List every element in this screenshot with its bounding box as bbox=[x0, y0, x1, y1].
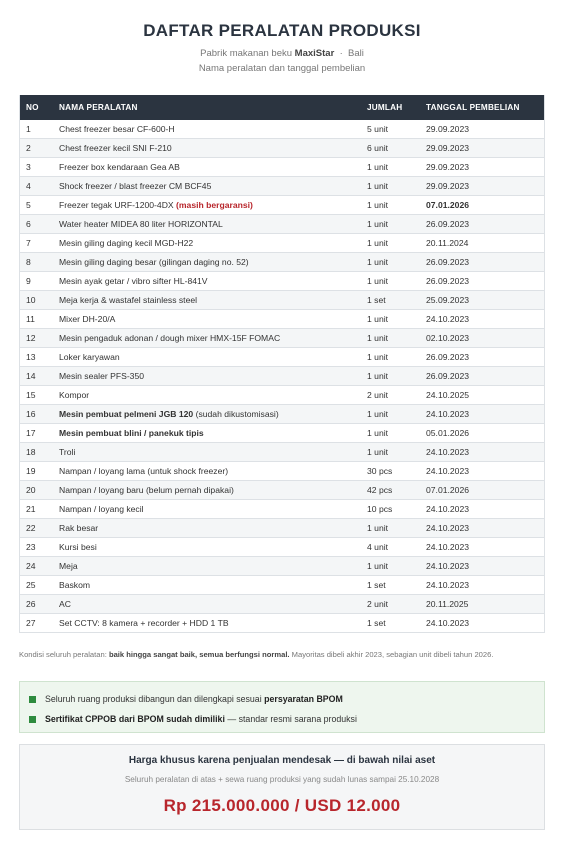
row-name-text: Troli bbox=[59, 447, 76, 457]
subtitle-secondary: Nama peralatan dan tanggal pembelian bbox=[198, 63, 366, 74]
row-name bbox=[53, 424, 361, 443]
table-row bbox=[20, 291, 545, 310]
row-qty: 42 pcs bbox=[361, 481, 420, 500]
row-date: 26.09.2023 bbox=[420, 272, 545, 291]
table-row bbox=[20, 215, 545, 234]
price-heading: Harga khusus karena penjualan mendesak — di bawah nilai aset bbox=[128, 755, 436, 766]
row-date: 07.01.2026 bbox=[420, 481, 545, 500]
row-no: 21 bbox=[20, 500, 54, 519]
table-row bbox=[20, 310, 545, 329]
row-name-text: Mixer DH-20/A bbox=[59, 314, 116, 324]
row-name-text: Meja bbox=[59, 561, 78, 571]
row-date: 24.10.2023 bbox=[420, 519, 545, 538]
table-body bbox=[20, 120, 545, 633]
row-name-text: Nampan / loyang lama (untuk shock freezer) bbox=[59, 466, 229, 476]
row-name-text: Freezer tegak URF-1200-4DX bbox=[59, 200, 174, 210]
row-name-text: Set CCTV: 8 kamera + recorder + HDD 1 TB bbox=[59, 618, 229, 628]
row-name bbox=[53, 595, 361, 614]
table-row bbox=[20, 595, 545, 614]
warranty-note: (masih bergaransi) bbox=[176, 200, 253, 210]
row-qty: 5 unit bbox=[361, 120, 420, 139]
row-qty: 1 unit bbox=[361, 272, 420, 291]
row-qty: 1 unit bbox=[361, 253, 420, 272]
row-qty: 1 set bbox=[361, 291, 420, 310]
row-qty: 2 unit bbox=[361, 595, 420, 614]
row-no: 14 bbox=[20, 367, 54, 386]
row-no: 6 bbox=[20, 215, 54, 234]
row-name bbox=[53, 367, 361, 386]
row-date: 25.09.2023 bbox=[420, 291, 545, 310]
row-qty: 1 unit bbox=[361, 329, 420, 348]
row-no: 11 bbox=[20, 310, 54, 329]
row-date: 24.10.2023 bbox=[420, 500, 545, 519]
bpom-line-1 bbox=[29, 691, 544, 707]
condition-prefix: Kondisi seluruh peralatan: bbox=[19, 650, 107, 659]
col-header-date: TANGGAL PEMBELIAN bbox=[420, 95, 545, 120]
row-name-text: Chest freezer kecil SNI F-210 bbox=[59, 143, 172, 153]
row-name-text: Nampan / loyang kecil bbox=[59, 504, 144, 514]
row-name-text: Kursi besi bbox=[59, 542, 97, 552]
table-row bbox=[20, 329, 545, 348]
row-name bbox=[53, 614, 361, 633]
row-name-text: Loker karyawan bbox=[59, 352, 120, 362]
table-row bbox=[20, 253, 545, 272]
row-date: 24.10.2023 bbox=[420, 538, 545, 557]
condition-bold: baik hingga sangat baik, semua berfungsi normal. bbox=[108, 650, 290, 659]
row-qty: 1 unit bbox=[361, 348, 420, 367]
row-qty: 4 unit bbox=[361, 538, 420, 557]
price-value: Rp 215.000.000 / USD 12.000 bbox=[163, 796, 401, 815]
brand-name: MaxiStar bbox=[294, 48, 335, 59]
row-name bbox=[53, 120, 361, 139]
table-row bbox=[20, 386, 545, 405]
location: Bali bbox=[348, 48, 364, 59]
row-no: 1 bbox=[20, 120, 54, 139]
row-name-text: Mesin giling daging kecil MGD-H22 bbox=[59, 238, 194, 248]
row-date: 24.10.2023 bbox=[420, 405, 545, 424]
table-row bbox=[20, 424, 545, 443]
table-row bbox=[20, 443, 545, 462]
row-name-text: Baskom bbox=[59, 580, 91, 590]
row-date: 29.09.2023 bbox=[420, 120, 545, 139]
table-row bbox=[20, 614, 545, 633]
table-row bbox=[20, 519, 545, 538]
row-name bbox=[53, 291, 361, 310]
bpom-box bbox=[19, 681, 545, 733]
row-no: 13 bbox=[20, 348, 54, 367]
equipment-table bbox=[19, 95, 545, 633]
row-no: 16 bbox=[20, 405, 54, 424]
row-date: 24.10.2023 bbox=[420, 443, 545, 462]
row-date: 02.10.2023 bbox=[420, 329, 545, 348]
table-row bbox=[20, 500, 545, 519]
table-row bbox=[20, 177, 545, 196]
row-date: 05.01.2026 bbox=[420, 424, 545, 443]
row-qty: 1 unit bbox=[361, 215, 420, 234]
row-date: 29.09.2023 bbox=[420, 139, 545, 158]
row-date: 20.11.2024 bbox=[420, 234, 545, 253]
page-title: DAFTAR PERALATAN PRODUKSI bbox=[143, 21, 421, 40]
table-row bbox=[20, 139, 545, 158]
row-qty: 1 unit bbox=[361, 519, 420, 538]
row-name-text: Freezer box kendaraan Gea AB bbox=[59, 162, 180, 172]
row-qty: 1 unit bbox=[361, 367, 420, 386]
row-name bbox=[53, 215, 361, 234]
row-date: 20.11.2025 bbox=[420, 595, 545, 614]
row-no: 25 bbox=[20, 576, 54, 595]
row-name-text: Nampan / loyang baru (belum pernah dipakai) bbox=[59, 485, 234, 495]
row-qty: 1 unit bbox=[361, 310, 420, 329]
row-name bbox=[53, 519, 361, 538]
table-row bbox=[20, 120, 545, 139]
row-qty: 1 unit bbox=[361, 234, 420, 253]
subtitle-prefix: Pabrik makanan beku bbox=[200, 48, 293, 59]
row-qty: 2 unit bbox=[361, 386, 420, 405]
row-qty: 1 set bbox=[361, 614, 420, 633]
row-name bbox=[53, 405, 361, 424]
row-name bbox=[53, 462, 361, 481]
row-no: 5 bbox=[20, 196, 54, 215]
row-name-text: Mesin sealer PFS-350 bbox=[59, 371, 145, 381]
col-header-name: NAMA PERALATAN bbox=[53, 95, 361, 120]
row-name bbox=[53, 443, 361, 462]
row-no: 10 bbox=[20, 291, 54, 310]
green-square-bullet-icon bbox=[29, 716, 36, 723]
row-name-text: Meja kerja & wastafel stainless steel bbox=[59, 295, 198, 305]
table-header-row bbox=[20, 95, 545, 120]
row-date: 26.09.2023 bbox=[420, 367, 545, 386]
row-no: 4 bbox=[20, 177, 54, 196]
row-qty: 1 unit bbox=[361, 177, 420, 196]
row-date: 24.10.2023 bbox=[420, 576, 545, 595]
row-no: 24 bbox=[20, 557, 54, 576]
row-qty: 1 unit bbox=[361, 557, 420, 576]
row-qty: 1 unit bbox=[361, 424, 420, 443]
row-no: 2 bbox=[20, 139, 54, 158]
table-row bbox=[20, 538, 545, 557]
condition-rest: Mayoritas dibeli akhir 2023, sebagian unit dibeli tahun 2026. bbox=[291, 650, 494, 659]
price-box bbox=[19, 744, 545, 830]
row-date: 26.09.2023 bbox=[420, 348, 545, 367]
row-name bbox=[53, 196, 361, 215]
row-no: 19 bbox=[20, 462, 54, 481]
row-qty: 6 unit bbox=[361, 139, 420, 158]
table-row bbox=[20, 158, 545, 177]
row-name-text: Mesin ayak getar / vibro sifter HL-841V bbox=[59, 276, 208, 286]
row-qty: 1 unit bbox=[361, 196, 420, 215]
table-row bbox=[20, 196, 545, 215]
table-row bbox=[20, 557, 545, 576]
row-name-text: Rak besar bbox=[59, 523, 99, 533]
subtitle bbox=[19, 48, 545, 59]
row-date: 24.10.2023 bbox=[420, 557, 545, 576]
row-name-rest: (sudah dikustomisasi) bbox=[195, 409, 279, 419]
row-no: 12 bbox=[20, 329, 54, 348]
row-name bbox=[53, 481, 361, 500]
row-no: 9 bbox=[20, 272, 54, 291]
bpom-line-1-bold: persyaratan BPOM bbox=[264, 694, 343, 704]
row-no: 20 bbox=[20, 481, 54, 500]
row-no: 15 bbox=[20, 386, 54, 405]
row-name bbox=[53, 177, 361, 196]
row-name-text: Shock freezer / blast freezer CM BCF45 bbox=[59, 181, 212, 191]
bpom-line-1-text bbox=[45, 694, 343, 704]
row-date: 29.09.2023 bbox=[420, 177, 545, 196]
bpom-line-2-plain: — standar resmi sarana produksi bbox=[227, 714, 357, 724]
green-square-bullet-icon bbox=[29, 696, 36, 703]
row-name-text: Chest freezer besar CF-600-H bbox=[59, 124, 175, 134]
row-qty: 1 unit bbox=[361, 405, 420, 424]
table-row bbox=[20, 348, 545, 367]
row-no: 17 bbox=[20, 424, 54, 443]
row-no: 3 bbox=[20, 158, 54, 177]
bpom-line-2-text bbox=[45, 714, 357, 724]
row-name-bold: Mesin pembuat blini / panekuk tipis bbox=[59, 428, 204, 438]
row-name bbox=[53, 272, 361, 291]
row-qty: 1 unit bbox=[361, 158, 420, 177]
row-no: 26 bbox=[20, 595, 54, 614]
row-date: 26.09.2023 bbox=[420, 253, 545, 272]
price-detail: Seluruh peralatan di atas + sewa ruang produksi yang sudah lunas sampai 25.10.2028 bbox=[124, 775, 440, 784]
row-qty: 1 set bbox=[361, 576, 420, 595]
row-name bbox=[53, 538, 361, 557]
table-row bbox=[20, 481, 545, 500]
row-date: 24.10.2023 bbox=[420, 462, 545, 481]
table-row bbox=[20, 234, 545, 253]
condition-note bbox=[19, 649, 539, 661]
subtitle-separator: · bbox=[339, 48, 343, 59]
row-no: 8 bbox=[20, 253, 54, 272]
row-name bbox=[53, 253, 361, 272]
row-qty: 30 pcs bbox=[361, 462, 420, 481]
row-date: 29.09.2023 bbox=[420, 158, 545, 177]
row-name bbox=[53, 234, 361, 253]
row-date: 24.10.2025 bbox=[420, 386, 545, 405]
row-date: 24.10.2023 bbox=[420, 614, 545, 633]
row-name bbox=[53, 386, 361, 405]
row-name-text: AC bbox=[59, 599, 71, 609]
col-header-qty: JUMLAH bbox=[361, 95, 420, 120]
row-date: 07.01.2026 bbox=[420, 196, 545, 215]
row-date: 26.09.2023 bbox=[420, 215, 545, 234]
row-name bbox=[53, 139, 361, 158]
row-name bbox=[53, 158, 361, 177]
row-qty: 10 pcs bbox=[361, 500, 420, 519]
row-name bbox=[53, 500, 361, 519]
row-name bbox=[53, 310, 361, 329]
table-row bbox=[20, 272, 545, 291]
table-row bbox=[20, 405, 545, 424]
row-name-text: Kompor bbox=[59, 390, 90, 400]
row-qty: 1 unit bbox=[361, 443, 420, 462]
bpom-line-2-bold: Sertifikat CPPOB dari BPOM sudah dimiliki bbox=[45, 714, 225, 724]
col-header-no: NO bbox=[20, 95, 54, 120]
row-no: 7 bbox=[20, 234, 54, 253]
row-name bbox=[53, 576, 361, 595]
row-name bbox=[53, 557, 361, 576]
row-date: 24.10.2023 bbox=[420, 310, 545, 329]
row-no: 22 bbox=[20, 519, 54, 538]
row-name bbox=[53, 329, 361, 348]
table-row bbox=[20, 576, 545, 595]
row-name-bold: Mesin pembuat pelmeni JGB 120 bbox=[59, 409, 194, 419]
row-no: 23 bbox=[20, 538, 54, 557]
row-name-text: Mesin pengaduk adonan / dough mixer HMX-15F FOMAC bbox=[59, 333, 281, 343]
table-row bbox=[20, 367, 545, 386]
row-no: 27 bbox=[20, 614, 54, 633]
bpom-line-2 bbox=[29, 711, 544, 727]
table-row bbox=[20, 462, 545, 481]
row-name bbox=[53, 348, 361, 367]
bpom-line-1-plain: Seluruh ruang produksi dibangun dan dilengkapi sesuai bbox=[45, 694, 262, 704]
row-name-text: Water heater MIDEA 80 liter HORIZONTAL bbox=[59, 219, 223, 229]
row-no: 18 bbox=[20, 443, 54, 462]
row-name-text: Mesin giling daging besar (gilingan daging no. 52) bbox=[59, 257, 249, 267]
